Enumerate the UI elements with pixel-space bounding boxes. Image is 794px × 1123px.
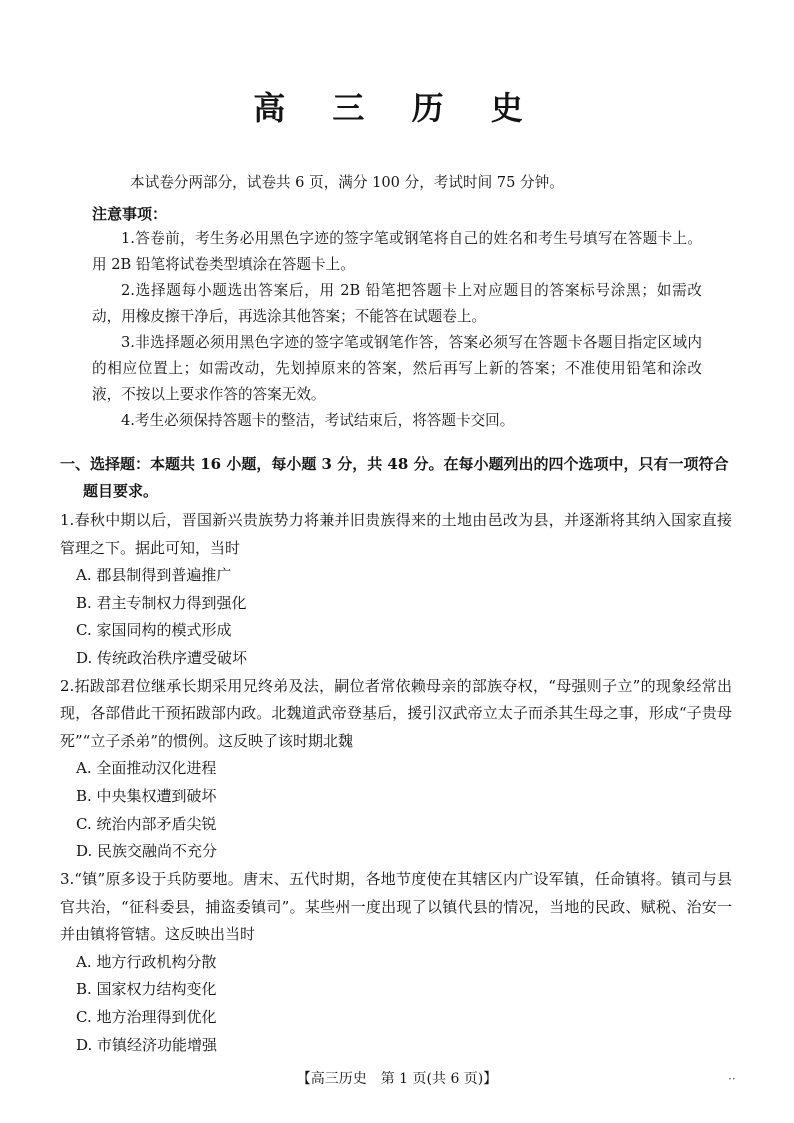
option-b: B. 国家权力结构变化 xyxy=(76,980,217,999)
option-c: C. 地方治理得到优化 xyxy=(76,1008,217,1027)
question-2 xyxy=(60,673,732,866)
option-d: D. 民族交融尚不充分 xyxy=(76,842,218,861)
option-b: B. 君主专制权力得到强化 xyxy=(76,593,247,612)
page-title: 高 三 历 史 xyxy=(253,89,541,127)
section-heading-line2: 题目要求。 xyxy=(83,482,159,500)
section-heading xyxy=(60,451,732,505)
section-heading-line1: 一、选择题：本题共 16 小题，每小题 3 分，共 48 分。在每小题列出的四个选项中，只有一项符合 xyxy=(60,455,729,473)
question-list xyxy=(60,507,732,1059)
option-d: D. 市镇经济功能增强 xyxy=(76,1035,218,1054)
notice-item: 4.考生必须保持答题卡的整洁，考试结束后，将答题卡交回。 xyxy=(121,412,515,429)
option-c: C. 统治内部矛盾尖锐 xyxy=(76,814,217,833)
corner-mark: ·· xyxy=(728,1072,736,1086)
exam-info: 本试卷分两部分，试卷共 6 页，满分 100 分，考试时间 75 分钟。 xyxy=(130,174,564,191)
option-d: D. 传统政治秩序遭受破坏 xyxy=(76,649,248,668)
question-stem: 2.拓跋部君位继承长期采用兄终弟及法，嗣位者常依赖母亲的部族夺权，“母强则子立”的现象经常出现，各部借此干预拓跋部内政。北魏道武帝登基后，援引汉武帝立太子而杀其生母之事，形成“子贵母死”“立子杀弟”的惯例。这反映了该时期北魏 xyxy=(60,676,732,750)
notice-heading: 注意事项： xyxy=(92,205,168,223)
notice-item: 3.非选择题必须用黑色字迹的签字笔或钢笔作答，答案必须写在答题卡各题目指定区域内的相应位置上；如需改动，先划掉原来的答案，然后再写上新的答案；不准使用铅笔和涂改液，不按以上要求作答的答案无效。 xyxy=(92,334,702,403)
question-3 xyxy=(60,866,732,1059)
notice-item: 1.答卷前，考生务必用黑色字迹的签字笔或钢笔将自己的姓名和考生号填写在答题卡上。用 2B 铅笔将试卷类型填涂在答题卡上。 xyxy=(92,230,702,273)
question-1 xyxy=(60,507,732,673)
page-footer: 【高三历史 第 1 页(共 6 页)】 xyxy=(296,1071,498,1087)
option-c: C. 家国同构的模式形成 xyxy=(76,621,232,640)
option-a: A. 地方行政机构分散 xyxy=(76,952,217,971)
notice-item: 2.选择题每小题选出答案后，用 2B 铅笔把答题卡上对应题目的答案标号涂黑；如需改动，用橡皮擦干净后，再选涂其他答案；不能答在试题卷上。 xyxy=(92,282,702,325)
option-b: B. 中央集权遭到破坏 xyxy=(76,787,217,806)
question-stem: 3.“镇”原多设于兵防要地。唐末、五代时期，各地节度使在其辖区内广设军镇，任命镇将。镇司与县官共治，“征科委县，捕盗委镇司”。某些州一度出现了以镇代县的情况，当地的民政、赋税、治安一并由镇将管辖。这反映出当时 xyxy=(60,870,732,944)
option-a: A. 全面推动汉化进程 xyxy=(76,759,217,778)
notice-list xyxy=(92,226,702,434)
option-a: A. 郡县制得到普遍推广 xyxy=(76,566,232,584)
question-stem: 1.春秋中期以后，晋国新兴贵族势力将兼并旧贵族得来的土地由邑改为县，并逐渐将其纳入国家直接管理之下。据此可知，当时 xyxy=(60,511,732,557)
